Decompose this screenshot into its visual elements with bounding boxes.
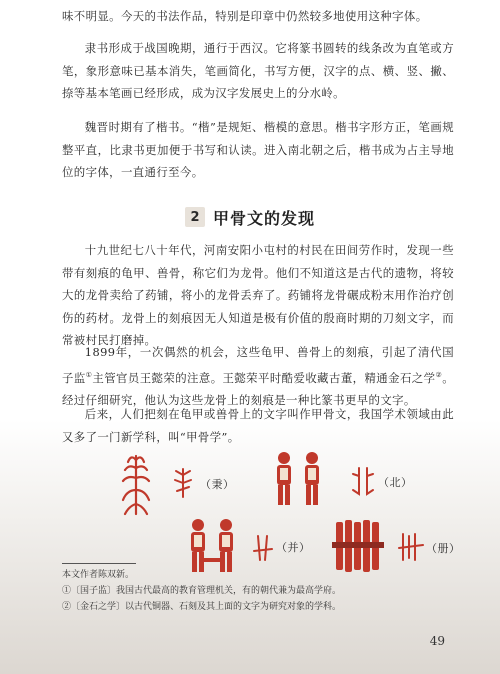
footnote-ref-2: ② <box>435 370 443 379</box>
paragraph-dragon-bones: 十九世纪七八十年代，河南安阳小屯村的村民在田间劳作时，发现一些带有刻痕的龟甲、兽骨，称它们为龙骨。他们不知道这是古代的遗物，将较大的龙骨卖给了药铺，将小的龙骨丢弃了。药铺将龙骨碾成粉末用作治疗创伤的药材。龙骨上的刻痕因无人知道是极有价值的殷商时期的刀刻文字，而常被村民打磨掉。 <box>62 243 454 347</box>
oracle-bing-glyph-icon <box>172 467 194 499</box>
footnote-divider <box>62 563 136 564</box>
section-number-badge: 2 <box>185 207 205 227</box>
paragraph-seal-script-end: 味不明显。今天的书法作品，特别是印章中仍然较多地使用这种字体。 <box>62 9 428 23</box>
footnote-1: ①〔国子监〕我国古代最高的教育管理机关，有的朝代兼为最高学府。 <box>62 586 342 596</box>
char-label-bing: （秉） <box>200 478 235 491</box>
paragraph-wang-yirong <box>62 341 454 411</box>
p5-part-b: 主管官员王懿荣的注意。王懿荣平时酷爱收藏古董，精通金石之学 <box>92 370 436 385</box>
section-title: 甲骨文的发现 <box>212 208 315 228</box>
footnote-2: ②〔金石之学〕以古代铜器、石刻及其上面的文字为研究对象的学科。 <box>62 602 342 612</box>
page-background-gradient <box>0 420 500 674</box>
char-label-bing2: （并） <box>276 541 311 554</box>
two-people-pictograph-icon <box>264 450 332 508</box>
grain-pictograph-icon <box>117 450 155 518</box>
footnote-ref-1: ① <box>85 370 93 379</box>
bamboo-slips-pictograph-icon <box>332 518 384 574</box>
section-heading <box>0 204 500 230</box>
oracle-ce-glyph-icon <box>398 532 424 562</box>
oracle-bing2-glyph-icon <box>252 534 274 562</box>
char-label-ce: （册） <box>426 542 461 555</box>
page-number: 49 <box>429 634 445 648</box>
footnote-author: 本文作者陈双新。 <box>62 570 135 580</box>
paragraph-oracle-bone-study: 后来，人们把刻在龟甲或兽骨上的文字叫作甲骨文，我国学术领域由此又多了一门新学科，叫“甲骨学”。 <box>62 407 454 444</box>
side-by-side-people-pictograph-icon <box>180 518 246 574</box>
p5-part-c: 。经过仔细研究，他认为这些龙骨上的刻痕是一种比篆书更早的文字。 <box>62 370 454 407</box>
oracle-bei-glyph-icon <box>350 466 376 496</box>
paragraph-regular-script: 魏晋时期有了楷书。“楷”是规矩、楷模的意思。楷书字形方正，笔画规整平直，比隶书更加便于书写和认读。进入南北朝之后，楷书成为占主导地位的字体，一直通行至今。 <box>62 120 454 179</box>
paragraph-clerical-script: 隶书形成于战国晚期，通行于西汉。它将篆书圆转的线条改为直笔或方笔，象形意味已基本消失，笔画简化，书写方便，汉字的点、横、竖、撇、捺等基本笔画已经形成，成为汉字发展史上的分水岭。 <box>62 41 454 100</box>
char-label-bei: （北） <box>378 476 413 489</box>
p5-part-a: 1899年，一次偶然的机会，这些龟甲、兽骨上的刻痕，引起了清代国子监 <box>62 345 454 385</box>
